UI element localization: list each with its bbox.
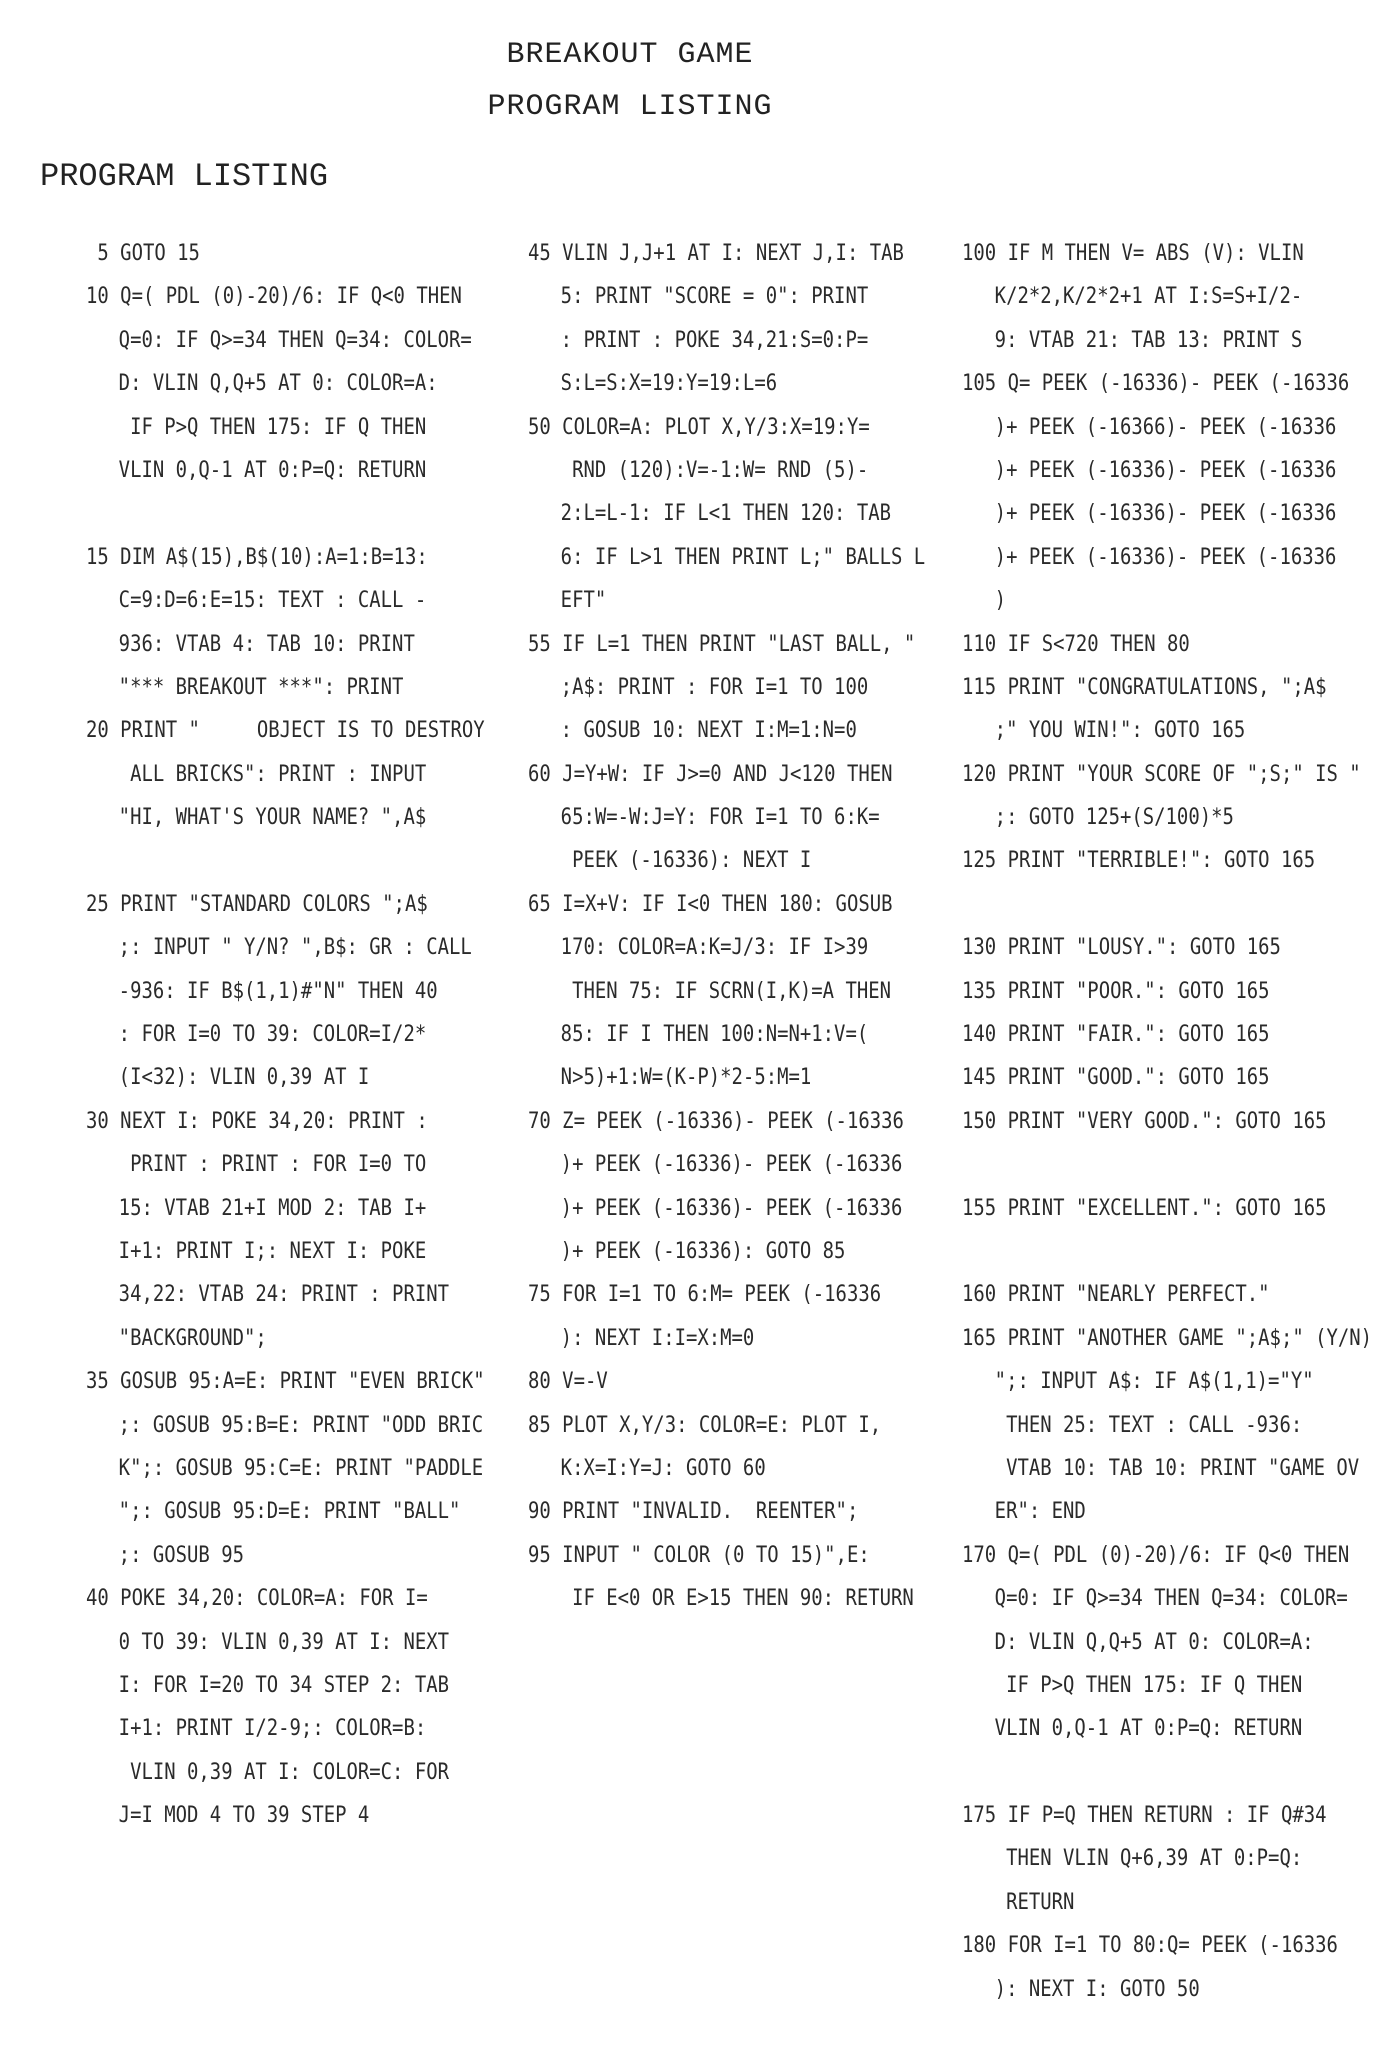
code-line: 140 PRINT "FAIR.": GOTO 165 [962, 1022, 1270, 1048]
code-line: 20 PRINT " OBJECT IS TO DESTROY [86, 718, 485, 744]
code-continuation-line: ;: GOSUB 95:B=E: PRINT "ODD BRIC [118, 1412, 484, 1438]
code-line: 150 PRINT "VERY GOOD.": GOTO 165 [962, 1108, 1327, 1134]
code-line: 75 FOR I=1 TO 6:M= PEEK (-16336 [528, 1282, 882, 1308]
code-line: 160 PRINT "NEARLY PERFECT." [962, 1282, 1270, 1308]
code-line: 165 PRINT "ANOTHER GAME ";A$;" (Y/N) [962, 1325, 1373, 1351]
program-statement [962, 232, 1372, 362]
program-statement [86, 232, 485, 275]
program-statement [962, 1534, 1372, 1794]
code-continuation-line: )+ PEEK (-16336)- PEEK (-16336 [560, 1195, 903, 1221]
code-continuation-line: I+1: PRINT I/2-9;: COLOR=B: [118, 1716, 427, 1742]
code-continuation-line: THEN VLIN Q+6,39 AT 0:P=Q: [994, 1846, 1303, 1872]
code-continuation-line: IF E<0 OR E>15 THEN 90: RETURN [560, 1586, 914, 1612]
code-continuation-line: S:L=S:X=19:Y=19:L=6 [560, 371, 778, 397]
code-continuation-line: IF P>Q THEN 175: IF Q THEN [994, 1672, 1303, 1698]
program-statement [962, 839, 1372, 926]
code-line: 10 Q=( PDL (0)-20)/6: IF Q<0 THEN [86, 284, 462, 310]
program-statement [962, 1273, 1372, 1316]
code-continuation-line: D: VLIN Q,Q+5 AT 0: COLOR=A: [118, 371, 438, 397]
program-statement [86, 275, 485, 535]
code-line: 135 PRINT "POOR.": GOTO 165 [962, 978, 1270, 1004]
program-statement [962, 1187, 1372, 1274]
code-continuation-line: -936: IF B$(1,1)#"N" THEN 40 [118, 978, 438, 1004]
listing-column-2 [528, 232, 925, 1621]
code-line: 85 PLOT X,Y/3: COLOR=E: PLOT I, [528, 1412, 882, 1438]
code-line: 35 GOSUB 95:A=E: PRINT "EVEN BRICK" [86, 1369, 485, 1395]
blank-line [86, 839, 485, 882]
code-continuation-line: EFT" [560, 588, 607, 614]
code-line: 40 POKE 34,20: COLOR=A: FOR I= [86, 1586, 428, 1612]
code-continuation-line: ) [994, 588, 1007, 614]
listing-column-1 [86, 232, 485, 1837]
code-continuation-line: )+ PEEK (-16336)- PEEK (-16336 [994, 544, 1337, 570]
code-continuation-line: ER": END [994, 1499, 1086, 1525]
code-continuation-line: K/2*2,K/2*2+1 AT I:S=S+I/2- [994, 284, 1303, 310]
code-line: 15 DIM A$(15),B$(10):A=1:B=13: [86, 544, 428, 570]
code-continuation-line: VTAB 10: TAB 10: PRINT "GAME OV [994, 1455, 1360, 1481]
code-continuation-line: ";: GOSUB 95:D=E: PRINT "BALL" [118, 1499, 461, 1525]
code-line: 25 PRINT "STANDARD COLORS ";A$ [86, 891, 428, 917]
code-continuation-line: ): NEXT I:I=X:M=0 [560, 1325, 755, 1351]
program-statement [962, 926, 1372, 969]
code-continuation-line: ): NEXT I: GOTO 50 [994, 1976, 1200, 2002]
code-continuation-line: : GOSUB 10: NEXT I:M=1:N=0 [560, 718, 857, 744]
code-continuation-line: 2:L=L-1: IF L<1 THEN 120: TAB [560, 501, 892, 527]
code-continuation-line: THEN 75: IF SCRN(I,K)=A THEN [560, 978, 892, 1004]
code-continuation-line: ;: GOSUB 95 [118, 1542, 244, 1568]
program-statement [528, 623, 925, 753]
code-continuation-line: ALL BRICKS": PRINT : INPUT [118, 761, 427, 787]
code-continuation-line: ;" YOU WIN!": GOTO 165 [994, 718, 1246, 744]
code-continuation-line: J=I MOD 4 TO 39 STEP 4 [118, 1803, 370, 1829]
program-statement [962, 1013, 1372, 1056]
program-statement [528, 883, 925, 1100]
program-statement [528, 1490, 925, 1533]
program-statement [962, 753, 1372, 840]
listing-column-3 [962, 232, 1372, 2011]
code-continuation-line: IF P>Q THEN 175: IF Q THEN [118, 414, 427, 440]
code-line: 55 IF L=1 THEN PRINT "LAST BALL, " [528, 631, 916, 657]
code-continuation-line: 85: IF I THEN 100:N=N+1:V=( [560, 1022, 869, 1048]
code-line: 80 V=-V [528, 1369, 608, 1395]
code-continuation-line: N>5)+1:W=(K-P)*2-5:M=1 [560, 1065, 812, 1091]
program-statement [86, 709, 485, 883]
code-line: 130 PRINT "LOUSY.": GOTO 165 [962, 935, 1281, 961]
code-continuation-line: 15: VTAB 21+I MOD 2: TAB I+ [118, 1195, 427, 1221]
code-line: 70 Z= PEEK (-16336)- PEEK (-16336 [528, 1108, 904, 1134]
section-heading: PROGRAM LISTING [40, 158, 329, 195]
code-continuation-line: VLIN 0,39 AT I: COLOR=C: FOR [118, 1759, 450, 1785]
page-title: BREAKOUT GAME [506, 38, 754, 72]
code-continuation-line: 936: VTAB 4: TAB 10: PRINT [118, 631, 415, 657]
code-continuation-line: Q=0: IF Q>=34 THEN Q=34: COLOR= [994, 1586, 1348, 1612]
program-statement [962, 1924, 1372, 2011]
code-line: 5 GOTO 15 [86, 241, 200, 266]
code-line: 145 PRINT "GOOD.": GOTO 165 [962, 1065, 1270, 1091]
blank-line [86, 492, 485, 535]
code-line: 100 IF M THEN V= ABS (V): VLIN [962, 241, 1304, 266]
code-continuation-line: )+ PEEK (-16336)- PEEK (-16336 [560, 1152, 903, 1178]
program-statement [528, 1273, 925, 1360]
code-continuation-line: 5: PRINT "SCORE = 0": PRINT [560, 284, 869, 310]
program-statement [962, 1056, 1372, 1099]
program-statement [86, 1577, 485, 1837]
code-line: 110 IF S<720 THEN 80 [962, 631, 1190, 657]
code-continuation-line: I: FOR I=20 TO 34 STEP 2: TAB [118, 1672, 450, 1698]
program-statement [528, 753, 925, 883]
code-continuation-line: VLIN 0,Q-1 AT 0:P=Q: RETURN [994, 1716, 1303, 1742]
code-line: 180 FOR I=1 TO 80:Q= PEEK (-16336 [962, 1933, 1338, 1959]
code-continuation-line: "HI, WHAT'S YOUR NAME? ",A$ [118, 805, 427, 831]
code-continuation-line: ;: GOTO 125+(S/100)*5 [994, 805, 1234, 831]
code-continuation-line: "*** BREAKOUT ***": PRINT [118, 674, 404, 700]
code-continuation-line: C=9:D=6:E=15: TEXT : CALL - [118, 588, 427, 614]
code-continuation-line: ;A$: PRINT : FOR I=1 TO 100 [560, 674, 869, 700]
code-continuation-line: )+ PEEK (-16336)- PEEK (-16336 [994, 501, 1337, 527]
program-statement [962, 362, 1372, 622]
code-continuation-line: K";: GOSUB 95:C=E: PRINT "PADDLE [118, 1455, 484, 1481]
program-statement [86, 536, 485, 710]
code-continuation-line: )+ PEEK (-16366)- PEEK (-16336 [994, 414, 1337, 440]
code-continuation-line: RND (120):V=-1:W= RND (5)- [560, 457, 869, 483]
program-statement [962, 623, 1372, 666]
code-continuation-line: )+ PEEK (-16336): GOTO 85 [560, 1238, 846, 1264]
code-continuation-line: ";: INPUT A$: IF A$(1,1)="Y" [994, 1369, 1314, 1395]
program-statement [528, 1360, 925, 1403]
program-statement [86, 1360, 485, 1577]
code-continuation-line: )+ PEEK (-16336)- PEEK (-16336 [994, 457, 1337, 483]
code-continuation-line: : FOR I=0 TO 39: COLOR=I/2* [118, 1022, 427, 1048]
code-continuation-line: "BACKGROUND"; [118, 1325, 267, 1351]
program-statement [86, 1100, 485, 1360]
code-continuation-line: K:X=I:Y=J: GOTO 60 [560, 1455, 766, 1481]
blank-line [962, 1230, 1372, 1273]
code-line: 60 J=Y+W: IF J>=0 AND J<120 THEN [528, 761, 893, 787]
code-line: 30 NEXT I: POKE 34,20: PRINT : [86, 1108, 428, 1134]
code-line: 105 Q= PEEK (-16336)- PEEK (-16336 [962, 371, 1350, 397]
program-statement [528, 406, 925, 623]
blank-line [962, 1143, 1372, 1186]
code-line: 175 IF P=Q THEN RETURN : IF Q#34 [962, 1803, 1327, 1829]
code-continuation-line: PRINT : PRINT : FOR I=0 TO [118, 1152, 427, 1178]
code-line: 95 INPUT " COLOR (0 TO 15)",E: [528, 1542, 870, 1568]
program-statement [528, 1100, 925, 1274]
code-line: 50 COLOR=A: PLOT X,Y/3:X=19:Y= [528, 414, 870, 440]
program-statement [528, 1534, 925, 1621]
code-continuation-line: RETURN [994, 1889, 1075, 1915]
code-continuation-line: : PRINT : POKE 34,21:S=0:P= [560, 327, 869, 353]
code-continuation-line: 6: IF L>1 THEN PRINT L;" BALLS L [560, 544, 926, 570]
program-statement [86, 883, 485, 1100]
code-continuation-line: I+1: PRINT I;: NEXT I: POKE [118, 1238, 427, 1264]
program-statement [962, 666, 1372, 753]
code-continuation-line: 0 TO 39: VLIN 0,39 AT I: NEXT [118, 1629, 450, 1655]
program-statement [962, 970, 1372, 1013]
program-statement [962, 1317, 1372, 1534]
code-continuation-line: D: VLIN Q,Q+5 AT 0: COLOR=A: [994, 1629, 1314, 1655]
program-statement [528, 232, 925, 406]
code-line: 90 PRINT "INVALID. REENTER"; [528, 1499, 859, 1525]
program-statement [962, 1100, 1372, 1187]
program-statement [962, 1794, 1372, 1924]
code-line: 45 VLIN J,J+1 AT I: NEXT J,I: TAB [528, 241, 904, 266]
code-continuation-line: PEEK (-16336): NEXT I [560, 848, 812, 874]
code-line: 120 PRINT "YOUR SCORE OF ";S;" IS " [962, 761, 1361, 787]
code-continuation-line: 34,22: VTAB 24: PRINT : PRINT [118, 1282, 450, 1308]
code-continuation-line: ;: INPUT " Y/N? ",B$: GR : CALL [118, 935, 472, 961]
code-line: 125 PRINT "TERRIBLE!": GOTO 165 [962, 848, 1316, 874]
code-continuation-line: 65:W=-W:J=Y: FOR I=1 TO 6:K= [560, 805, 880, 831]
code-continuation-line: (I<32): VLIN 0,39 AT I [118, 1065, 370, 1091]
blank-line [962, 883, 1372, 926]
code-line: 115 PRINT "CONGRATULATIONS, ";A$ [962, 674, 1327, 700]
page-subtitle: PROGRAM LISTING [487, 90, 773, 124]
code-continuation-line: VLIN 0,Q-1 AT 0:P=Q: RETURN [118, 457, 427, 483]
code-continuation-line: Q=0: IF Q>=34 THEN Q=34: COLOR= [118, 327, 472, 353]
blank-line [962, 1751, 1372, 1794]
code-line: 65 I=X+V: IF I<0 THEN 180: GOSUB [528, 891, 893, 917]
program-statement [528, 1404, 925, 1491]
code-continuation-line: THEN 25: TEXT : CALL -936: [994, 1412, 1303, 1438]
code-line: 155 PRINT "EXCELLENT.": GOTO 165 [962, 1195, 1327, 1221]
code-continuation-line: 9: VTAB 21: TAB 13: PRINT S [994, 327, 1303, 353]
code-continuation-line: 170: COLOR=A:K=J/3: IF I>39 [560, 935, 869, 961]
code-line: 170 Q=( PDL (0)-20)/6: IF Q<0 THEN [962, 1542, 1350, 1568]
